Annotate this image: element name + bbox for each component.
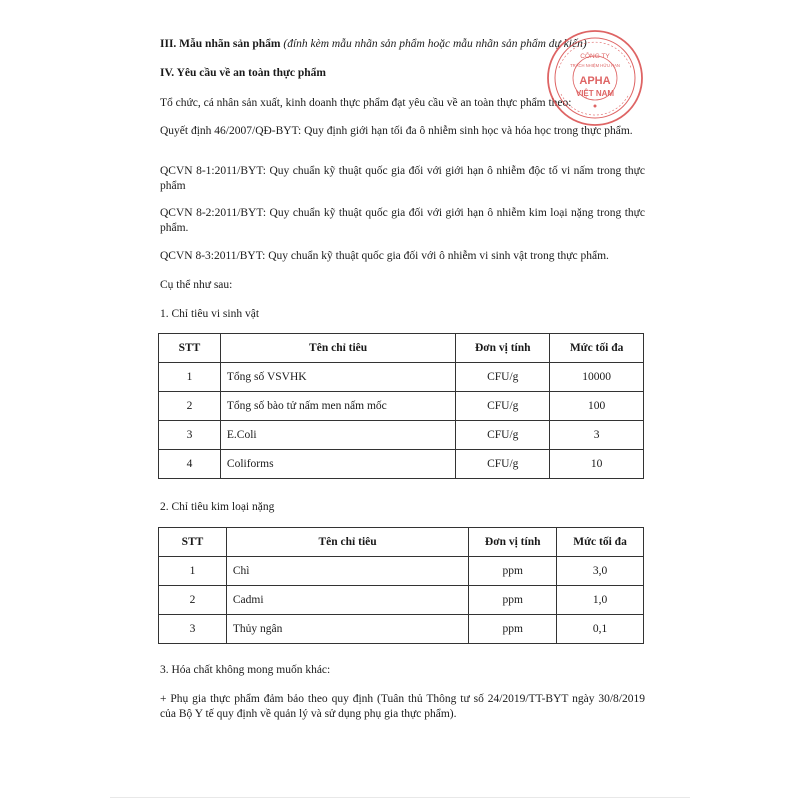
micro-table-title: 1. Chỉ tiêu vi sinh vật — [160, 308, 260, 320]
table-cell: Chì — [226, 557, 468, 586]
stamp-line-4: VIỆT NAM — [575, 89, 615, 98]
stamp-line-2: TRÁCH NHIỆM HỮU HẠN — [570, 63, 620, 68]
column-header: Mức tối đa — [550, 334, 644, 363]
table-cell: 1 — [159, 363, 221, 392]
table-row — [159, 421, 644, 450]
reference-item: QCVN 8-3:2011/BYT: Quy chuẩn kỹ thuật quốc gia đối với ô nhiễm vi sinh vật trong thực phẩm. — [160, 250, 609, 262]
table-cell: 100 — [550, 392, 644, 421]
stamp-seal-icon — [545, 28, 645, 128]
table-cell: 4 — [159, 450, 221, 479]
table-cell: 10000 — [550, 363, 644, 392]
other-title: 3. Hóa chất không mong muốn khác: — [160, 664, 331, 676]
table-cell: 3 — [550, 421, 644, 450]
table-cell: 3,0 — [557, 557, 644, 586]
table-cell: Coliforms — [220, 450, 455, 479]
metal-table-title: 2. Chỉ tiêu kim loại nặng — [160, 501, 275, 513]
reference-item: QCVN 8-1:2011/BYT: Quy chuẩn kỹ thuật quốc gia đối với giới hạn ô nhiễm độc tố vi nấm trong thực phẩm — [160, 165, 645, 192]
table-cell: CFU/g — [456, 392, 550, 421]
page-bottom-divider — [110, 797, 690, 798]
table-cell: 2 — [159, 392, 221, 421]
table-cell: E.Coli — [220, 421, 455, 450]
table-cell: ppm — [469, 586, 557, 615]
table-cell: 2 — [159, 586, 227, 615]
section-4-heading: IV. Yêu cầu về an toàn thực phẩm — [160, 67, 327, 79]
column-header: Tên chỉ tiêu — [220, 334, 455, 363]
reference-item: QCVN 8-2:2011/BYT: Quy chuẩn kỹ thuật quốc gia đối với giới hạn ô nhiễm kim loại nặng trong thực phẩm. — [160, 207, 645, 234]
column-header: STT — [159, 334, 221, 363]
table-cell: 3 — [159, 421, 221, 450]
column-header: Mức tối đa — [557, 528, 644, 557]
stamp-line-3: APHA — [579, 75, 611, 87]
table-cell: 10 — [550, 450, 644, 479]
table-row — [159, 615, 644, 644]
table-cell: Thủy ngân — [226, 615, 468, 644]
reference-item: Quyết định 46/2007/QĐ-BYT: Quy định giới hạn tối đa ô nhiễm sinh học và hóa học trong thực phẩm. — [160, 125, 633, 137]
company-stamp — [545, 28, 645, 128]
table-cell: Tổng số bào tử nấm men nấm mốc — [220, 392, 455, 421]
table-cell: 1 — [159, 557, 227, 586]
section-4-intro: Tổ chức, cá nhân sản xuất, kinh doanh thực phẩm đạt yêu cầu về an toàn thực phẩm theo: — [160, 97, 572, 109]
micro-table — [158, 333, 644, 479]
column-header: Tên chỉ tiêu — [226, 528, 468, 557]
table-row — [159, 557, 644, 586]
column-header: Đơn vị tính — [456, 334, 550, 363]
table-cell: Cadmi — [226, 586, 468, 615]
section-3-heading: III. Mẫu nhãn sản phẩm — [160, 38, 281, 50]
table-row — [159, 363, 644, 392]
stamp-line-1: CÔNG TY — [580, 53, 610, 60]
table-cell: CFU/g — [456, 363, 550, 392]
table-cell: ppm — [469, 557, 557, 586]
table-cell: CFU/g — [456, 421, 550, 450]
table-cell: Tổng số VSVHK — [220, 363, 455, 392]
other-text: + Phụ gia thực phẩm đảm bảo theo quy định (Tuân thủ Thông tư số 24/2019/TT-BYT ngày 30/8/2019 của Bộ Y tế quy định về quản lý và sử dụng phụ gia thực phẩm). — [160, 693, 645, 720]
table-cell: 1,0 — [557, 586, 644, 615]
metal-table — [158, 527, 644, 644]
column-header: STT — [159, 528, 227, 557]
table-cell: ppm — [469, 615, 557, 644]
table-row — [159, 450, 644, 479]
table-row — [159, 392, 644, 421]
table-header-row — [159, 334, 644, 363]
section-3-note: (đính kèm mẫu nhãn sản phẩm hoặc mẫu nhãn sản phẩm dự kiến) — [283, 38, 587, 50]
table-cell: 0,1 — [557, 615, 644, 644]
detail-intro: Cụ thể như sau: — [160, 279, 233, 291]
table-row — [159, 586, 644, 615]
column-header: Đơn vị tính — [469, 528, 557, 557]
table-header-row — [159, 528, 644, 557]
table-cell: 3 — [159, 615, 227, 644]
table-cell: CFU/g — [456, 450, 550, 479]
